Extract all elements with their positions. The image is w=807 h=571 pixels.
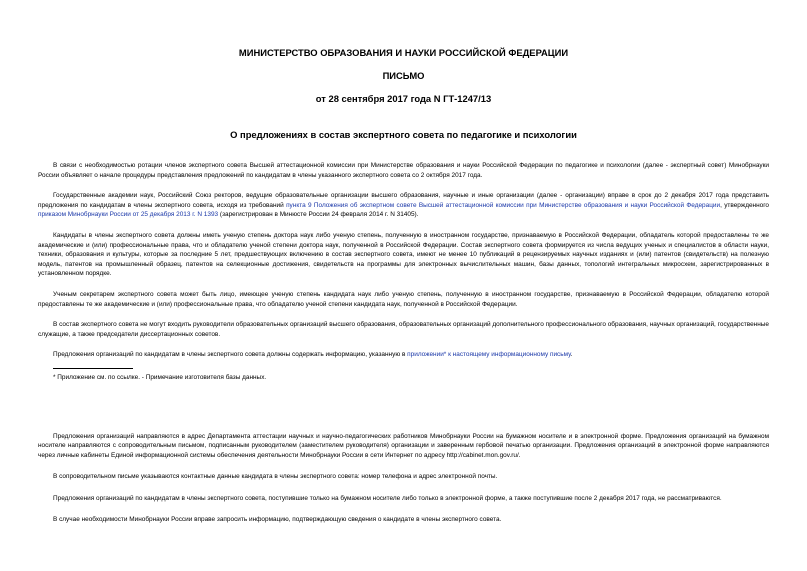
paragraph-rotation-announcement: В связи с необходимостью ротации членов экспертного совета Высшей аттестационной комиссии при Министерстве образования и науки Российской Федерации по педагогике и психологии (далее - экспертный совет) Минобрнауки России объявляет о начале процедуры представления предложений по кандидатам в члены указанного экспертного совета со 2 октября 2017 года. xyxy=(38,162,769,179)
paragraph-submission-deadline xyxy=(38,191,769,220)
appendix-link[interactable]: приложении* к настоящему информационному письму xyxy=(407,351,571,359)
paragraph-submission-procedure: Предложения организаций направляются в адрес Департамента аттестации научных и научно-педагогических работников Минобрнауки России на бумажном носителе и в электронной форме. Предложения организаций на бумажном носителе направляются с сопроводительным письмом, подписанным руководителем (заместителем руководителя) организации и заверенным гербовой печатью организации. Предложения организаций в электронной форме направляются через личные кабинеты Единой информационной системы обеспечения деятельности Минобрнауки России в сети Интернет по адресу http://cabinet.mon.gov.ru/. xyxy=(38,432,769,459)
order-1393-link[interactable]: приказом Минобрнауки России от 25 декабря 2013 г. N 1393 xyxy=(38,211,219,219)
paragraph-exclusions: В состав экспертного совета не могут входить руководители образовательных организаций высшего образования, образовательных организаций дополнительного профессионального образования, научных организаций, государственные служащие, а также председатели диссертационных советов. xyxy=(38,321,769,338)
document-subject: О предложениях в состав экспертного совета по педагогике и психологии xyxy=(230,129,577,140)
paragraph-text: (зарегистрирован в Минюсте России 24 февраля 2014 г. N 31405). xyxy=(218,211,419,219)
paragraph-text: Государственные академии наук, Российский Союз ректоров, ведущие образовательные организации высшего образования, научные и иные организации (далее - организации) вправе в срок до 2 декабря 2017 года представить предложения по кандидатам в члены экспертного совета, исходя из требований xyxy=(38,192,769,209)
paragraph-text: . xyxy=(570,351,573,359)
footnote-divider xyxy=(53,368,133,369)
paragraph-scientific-secretary: Ученым секретарем экспертного совета может быть лицо, имеющее ученую степень кандидата наук либо ученую степень, полученную в иностранном государстве, признаваемую в Российской Федерации, обладателю которой предоставлены те же академические и (или) профессиональные права, что обладателю ученой степени кандидата наук, полученной в Российской Федерации. xyxy=(38,290,769,308)
footnote: * Приложение см. по ссылке. - Примечание изготовителя базы данных. xyxy=(53,373,267,381)
document-type-heading: ПИСЬМО xyxy=(382,70,425,81)
ministry-heading: МИНИСТЕРСТВО ОБРАЗОВАНИЯ И НАУКИ РОССИЙСКОЙ ФЕДЕРАЦИИ xyxy=(238,47,569,58)
paragraph-text: Предложения организаций по кандидатам в члены экспертного совета должны содержать информацию, указанную в xyxy=(53,351,408,359)
paragraph-rejection-conditions: Предложения организаций по кандидатам в члены экспертного совета, поступившие только на бумажном носителе либо только в электронной форме, а также поступившие после 2 декабря 2017 года, не рассматриваются. xyxy=(53,494,722,502)
paragraph-candidate-requirements: Кандидаты в члены экспертного совета должны иметь ученую степень доктора наук либо ученую степень, полученную в иностранном государстве, признаваемую в Российской Федерации, обладатель которой предоставлены те же академические и (или) профессиональные права, что и обладателю ученой степени доктора наук, полученной в Российской Федерации. Состав экспертного совета формируется из числа ведущих ученых и специалистов в области науки, техники, образования и культуры, которые за последние 5 лет, предшествующих включению в состав экспертного совета, имеют не менее 10 публикаций в рецензируемых научных изданиях и (или) патентов (свидетельств) на полезную модель, патентов на промышленный образец, патентов на селекционные достижения, свидетельств на программы для электронных вычислительных машин, базы данных, топологий интегральных микросхем, зарегистрированных в установленном порядке. xyxy=(38,231,769,278)
paragraph-text: , утвержденного xyxy=(720,201,770,209)
paragraph-contact-details: В сопроводительном письме указываются контактные данные кандидата в члены экспертного совета: номер телефона и адрес электронной почты. xyxy=(53,473,498,481)
document-date-number: от 28 сентября 2017 года N ГТ-1247/13 xyxy=(315,93,492,104)
regulation-paragraph-9-link[interactable]: пункта 9 Положения об экспертном совете Высшей аттестационной комиссии при Министерстве образования и науки Российской Федерации xyxy=(286,201,721,209)
paragraph-required-information xyxy=(38,350,769,360)
paragraph-information-request: В случае необходимости Минобрнауки России вправе запросить информацию, подтверждающую сведения о кандидате в члены экспертного совета. xyxy=(53,516,502,524)
